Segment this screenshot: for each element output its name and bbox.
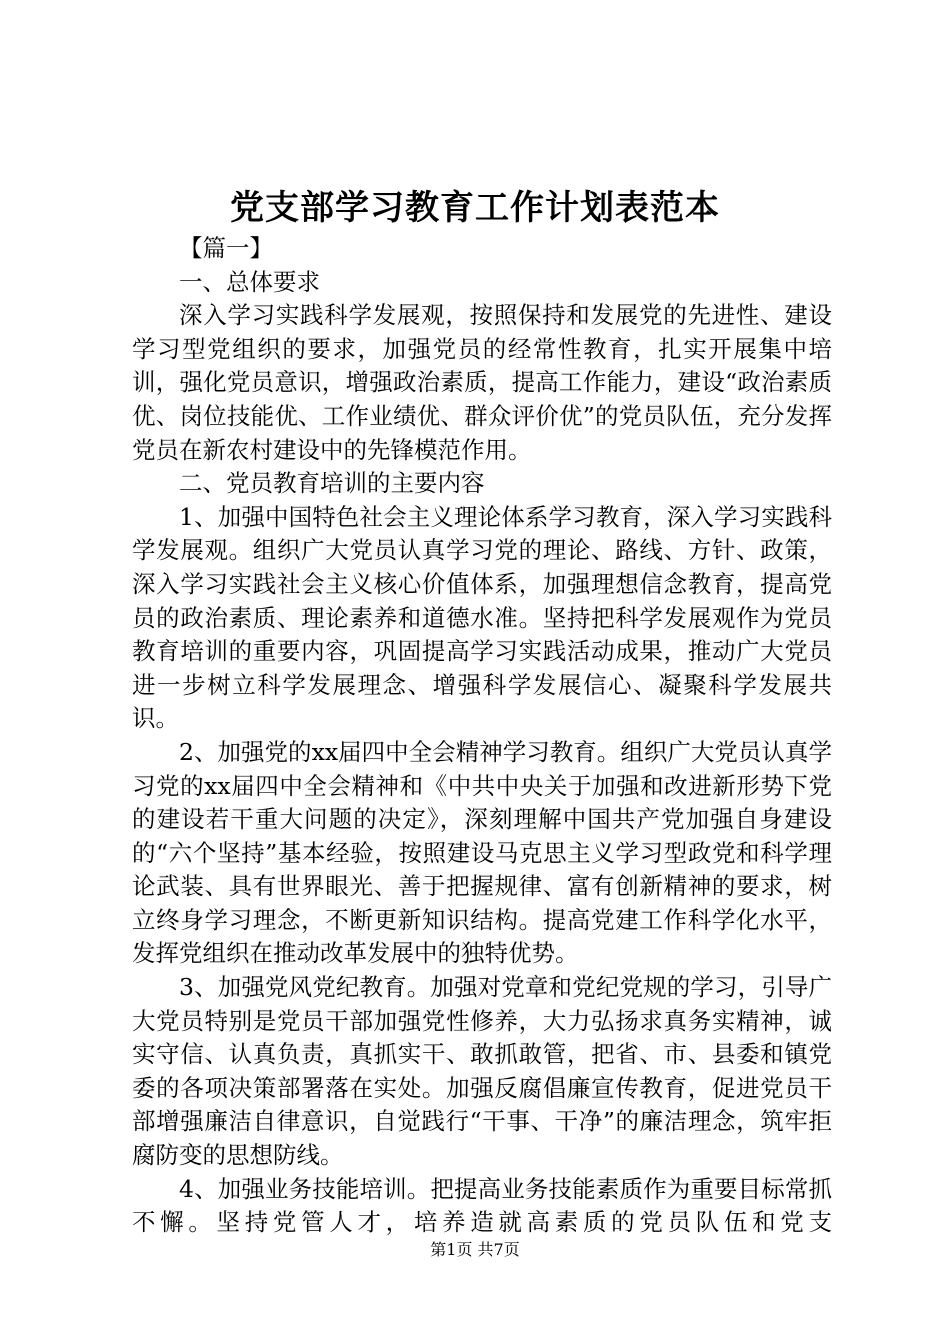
page-number: 第1页 共7页 bbox=[430, 1240, 520, 1259]
section-marker: 【篇一】 bbox=[179, 234, 273, 262]
section-heading: 二、党员教育培训的主要内容 bbox=[179, 469, 485, 498]
document-title: 党支部学习教育工作计划表范本 bbox=[230, 188, 720, 228]
section-heading: 一、总体要求 bbox=[179, 267, 320, 296]
paragraph: 4、加强业务技能培训。把提高业务技能素质作为重要目标常抓不懈。坚持党管人才，培养造就高素质的党员队伍和党支 bbox=[132, 1174, 832, 1237]
paragraph: 1、加强中国特色社会主义理论体系学习教育，深入学习实践科学发展观。组织广大党员认真学习党的理论、路线、方针、政策，深入学习实践社会主义核心价值体系，加强理想信念教育，提高党员的政治素质、理论素养和道德水准。坚持把科学发展观作为党员教育培训的重要内容，巩固提高学习实践活动成果，推动广大党员进一步树立科学发展理念、增强科学发展信心、凝聚科学发展共识。 bbox=[132, 502, 832, 733]
paragraph: 2、加强党的xx届四中全会精神学习教育。组织广大党员认真学习党的xx届四中全会精神和《中共中央关于加强和改进新形势下党的建设若干重大问题的决定》，深刻理解中国共产党加强自身建设的“六个坚持”基本经验，按照建设马克思主义学习型政党和科学理论武装、具有世界眼光、善于把握规律、富有创新精神的要求，树立终身学习理念，不断更新知识结构。提高党建工作科学化水平，发挥党组织在推动改革发展中的独特优势。 bbox=[132, 737, 832, 968]
paragraph: 深入学习实践科学发展观，按照保持和发展党的先进性、建设学习型党组织的要求，加强党员的经常性教育，扎实开展集中培训，强化党员意识，增强政治素质，提高工作能力，建设“政治素质优、岗位技能优、工作业绩优、群众评价优”的党员队伍，充分发挥党员在新农村建设中的先锋模范作用。 bbox=[132, 301, 832, 464]
document-body bbox=[132, 232, 832, 1240]
paragraph: 3、加强党风党纪教育。加强对党章和党纪党规的学习，引导广大党员特别是党员干部加强党性修养，大力弘扬求真务实精神，诚实守信、认真负责，真抓实干、敢抓敢管，把省、市、县委和镇党委的各项决策部署落在实处。加强反腐倡廉宣传教育，促进党员干部增强廉洁自律意识，自觉践行“干事、干净”的廉洁理念，筑牢拒腐防变的思想防线。 bbox=[132, 973, 832, 1170]
